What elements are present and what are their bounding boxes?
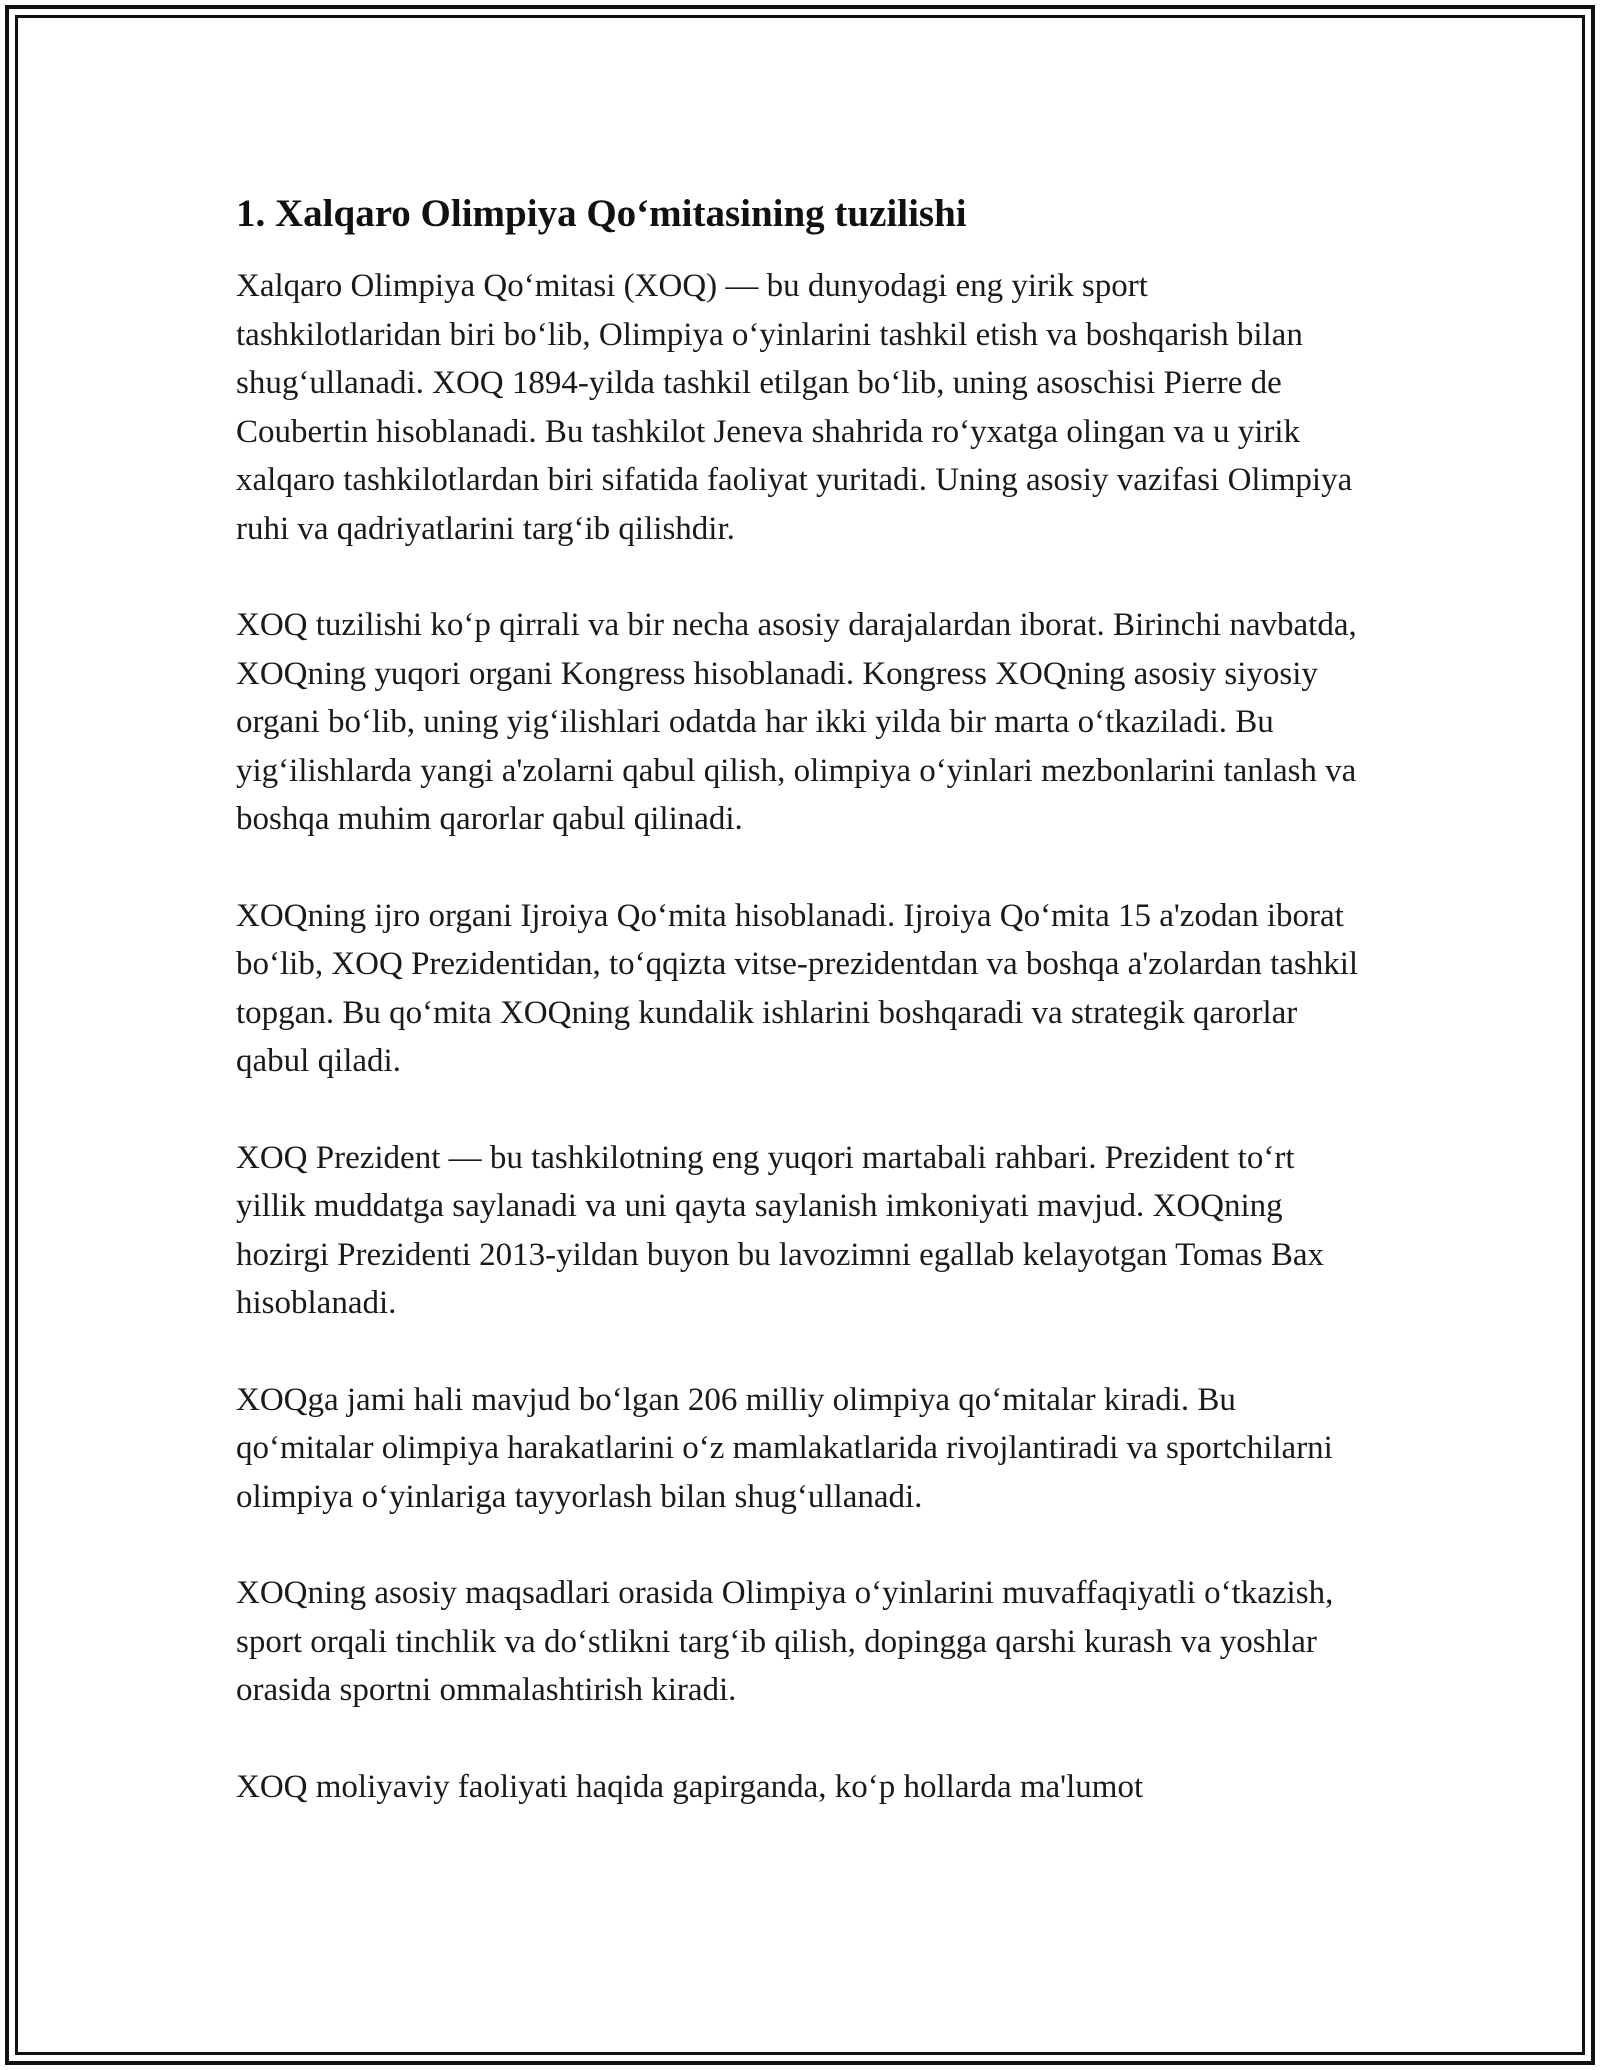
document-body <box>236 188 1360 1859</box>
paragraph-executive-board: XOQning ijro organi Ijroiya Qo‘mita hisoblanadi. Ijroiya Qo‘mita 15 a'zodan iborat bo‘lib, XOQ Prezidentidan, to‘qqizta vitse-prezidentdan va boshqa a'zolardan tashkil topgan. Bu qo‘mita XOQning kundalik ishlarini boshqaradi va strategik qarorlar qabul qiladi. <box>236 897 1359 1079</box>
paragraph-structure: XOQ tuzilishi ko‘p qirrali va bir necha asosiy darajalardan iborat. Birinchi navbatda, XOQning yuqori organi Kongress hisoblanadi. Kongress XOQning asosiy siyosiy organi bo‘lib, uning yig‘ilishlari odatda har ikki yilda bir marta o‘tkaziladi. Bu yig‘ilishlarda yangi a'zolarni qabul qilish, olimpiya o‘yinlari mezbonlarini tanlash va boshqa muhim qarorlar qabul qilinadi. <box>236 607 1357 837</box>
paragraph-intro: Xalqaro Olimpiya Qo‘mitasi (XOQ) — bu dunyodagi eng yirik sport tashkilotlaridan biri bo‘lib, Olimpiya o‘yinlarini tashkil etish va boshqarish bilan shug‘ullanadi. XOQ 1894-yilda tashkil etilgan bo‘lib, uning asoschisi Pierre de Coubertin hisoblanadi. Bu tashkilot Jeneva shahrida ro‘yxatga olingan va u yirik xalqaro tashkilotlardan biri sifatida faoliyat yuritadi. Uning asosiy vazifasi Olimpiya ruhi va qadriyatlarini targ‘ib qilishdir. <box>236 268 1353 547</box>
paragraph-national-committees: XOQga jami hali mavjud bo‘lgan 206 milliy olimpiya qo‘mitalar kiradi. Bu qo‘mitalar olimpiya harakatlarini o‘z mamlakatlarida rivojlantiradi va sportchilarni olimpiya o‘yinlariga tayyorlash bilan shug‘ullanadi. <box>236 1381 1333 1515</box>
paragraph-president: XOQ Prezident — bu tashkilotning eng yuqori martabali rahbari. Prezident to‘rt yillik muddatga saylanadi va uni qayta saylanish imkoniyati mavjud. XOQning hozirgi Prezidenti 2013-yildan buyon bu lavozimni egallab kelayotgan Tomas Bax hisoblanadi. <box>236 1139 1324 1321</box>
section-heading: 1. Xalqaro Olimpiya Qo‘mitasining tuzilishi <box>236 192 967 235</box>
paragraph-finance: XOQ moliyaviy faoliyati haqida gapirganda, ko‘p hollarda ma'lumot <box>236 1768 1144 1805</box>
paragraph-goals: XOQning asosiy maqsadlari orasida Olimpiya o‘yinlarini muvaffaqiyatli o‘tkazish, sport orqali tinchlik va do‘stlikni targ‘ib qilish, dopingga qarshi kurash va yoshlar orasida sportni ommalashtirish kiradi. <box>236 1575 1334 1708</box>
